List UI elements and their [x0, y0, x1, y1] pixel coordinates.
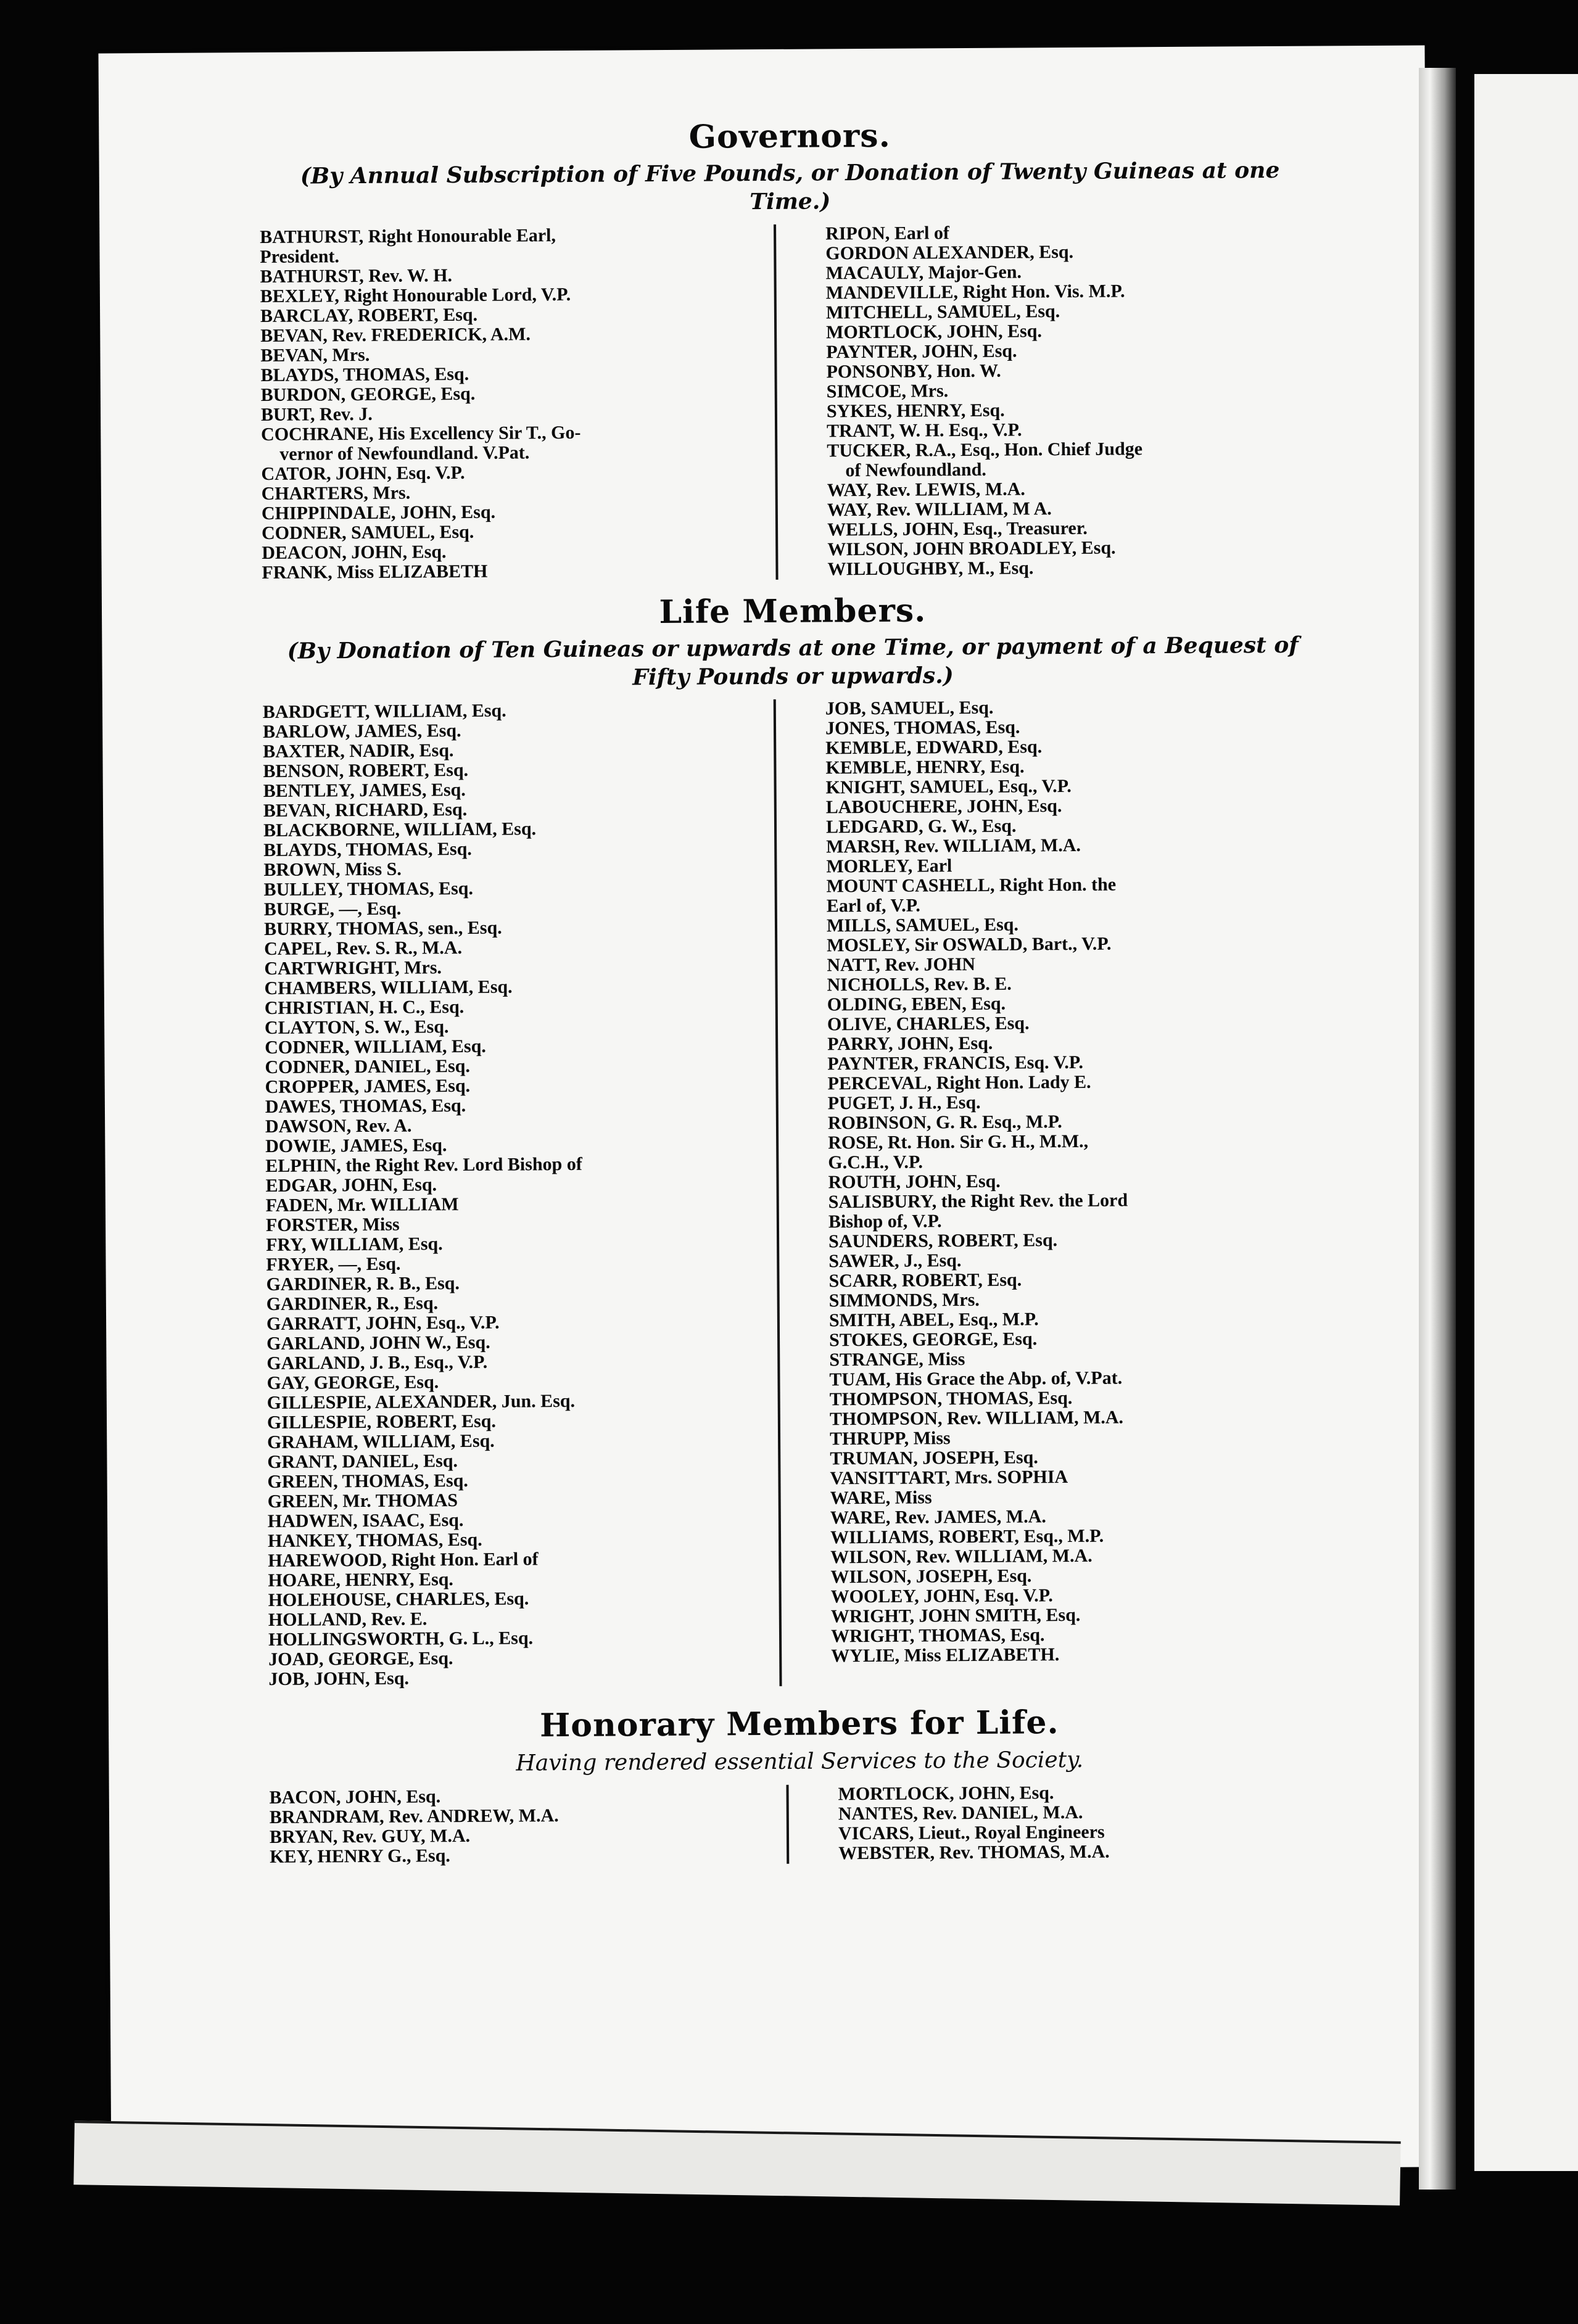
list-item: STRANGE, Miss [829, 1349, 965, 1370]
list-item: STOKES, GEORGE, Esq. [828, 1329, 1038, 1351]
list-item: BROWN, Miss S. [263, 859, 402, 880]
list-item: WARE, Rev. JAMES, M.A. [830, 1506, 1046, 1528]
list-item: BLACKBORNE, WILLIAM, Esq. [263, 818, 537, 841]
list-item: GARLAND, JOHN W., Esq. [266, 1332, 490, 1354]
list-item: WRIGHT, THOMAS, Esq. [830, 1625, 1045, 1647]
list-item: TRUMAN, JOSEPH, Esq. [830, 1447, 1038, 1469]
list-item: HOLLAND, Rev. E. [268, 1609, 428, 1630]
list-item: THOMPSON, THOMAS, Esq. [829, 1387, 1073, 1410]
list-item: BEVAN, Mrs. [260, 344, 370, 366]
list-item: BEVAN, Rev. FREDERICK, A.M. [260, 324, 531, 346]
list-item: BULLEY, THOMAS, Esq. [263, 878, 474, 900]
life-members-subtitle: (By Donation of Ten Guineas or upwards at one Time, or payment of a Bequest of Fifty Pounds or upwards.) [287, 632, 1299, 691]
list-item: HOARE, HENRY, Esq. [268, 1569, 453, 1591]
list-item: MORTLOCK, JOHN, Esq. [838, 1782, 1054, 1805]
list-item: MARSH, Rev. WILLIAM, M.A. [826, 834, 1081, 857]
list-item: GRAHAM, WILLIAM, Esq. [266, 1430, 495, 1452]
list-item: WILLOUGHBY, M., Esq. [827, 558, 1034, 580]
list-item: GILLESPIE, ALEXANDER, Jun. Esq. [266, 1390, 576, 1413]
list-item: WILSON, JOSEPH, Esq. [830, 1565, 1032, 1588]
list-item: SAUNDERS, ROBERT, Esq. [828, 1230, 1058, 1252]
list-item: PUGET, J. H., Esq. [827, 1092, 981, 1114]
list-item: BENSON, ROBERT, Esq. [263, 759, 469, 781]
list-item: DAWSON, Rev. A. [265, 1115, 412, 1137]
list-item: BURGE, —, Esq. [263, 898, 402, 920]
honorary-members-right-list [789, 1781, 1331, 1863]
list-item: WRIGHT, JOHN SMITH, Esq. [830, 1604, 1081, 1627]
honorary-members-section [269, 1701, 1331, 1867]
list-item: WARE, Miss [830, 1487, 932, 1509]
list-item: CATOR, JOHN, Esq. V.P. [261, 462, 465, 484]
list-item: JOB, JOHN, Esq. [268, 1668, 410, 1689]
life-members-columns [263, 696, 1330, 1689]
list-item: KNIGHT, SAMUEL, Esq., V.P. [825, 775, 1072, 798]
governors-left-list [260, 225, 776, 583]
list-item: NANTES, Rev. DANIEL, M.A. [838, 1802, 1083, 1824]
list-item: KEMBLE, EDWARD, Esq. [825, 736, 1043, 759]
list-item: CODNER, WILLIAM, Esq. [265, 1036, 486, 1058]
life-members-left-list [263, 699, 780, 1689]
list-item: SIMMONDS, Mrs. [828, 1289, 980, 1311]
list-item: RIPON, Earl of [825, 223, 950, 244]
list-item: WEBSTER, Rev. THOMAS, M.A. [838, 1841, 1110, 1864]
list-item: BATHURST, Rev. W. H. [260, 265, 453, 287]
list-item: BURRY, THOMAS, sen., Esq. [263, 917, 502, 939]
honorary-members-subtitle: Having rendered essential Services to the Society. [516, 1747, 1084, 1776]
list-item: WELLS, JOHN, Esq., Treasurer. [827, 517, 1088, 540]
list-item: BAXTER, NADIR, Esq. [263, 740, 454, 762]
life-members-heading: Life Members. [659, 591, 927, 632]
list-item: DAWES, THOMAS, Esq. [265, 1095, 466, 1117]
governors-heading: Governors. [688, 117, 891, 156]
governors-right-list [776, 221, 1323, 579]
list-item: HAREWOOD, Right Hon. Earl of [268, 1549, 539, 1571]
list-item: WOOLEY, JOHN, Esq. V.P. [830, 1585, 1053, 1607]
list-item: MOSLEY, Sir OSWALD, Bart., V.P. [827, 933, 1112, 956]
list-item: EDGAR, JOHN, Esq. [265, 1174, 437, 1196]
life-members-section [262, 588, 1330, 1689]
list-item: CHIPPINDALE, JOHN, Esq. [261, 501, 496, 524]
list-item: NATT, Rev. JOHN [827, 954, 976, 976]
list-item: MITCHELL, SAMUEL, Esq. [825, 301, 1060, 323]
honorary-members-heading: Honorary Members for Life. [540, 1704, 1059, 1745]
list-item: THRUPP, Miss [829, 1428, 951, 1449]
list-item: CAPEL, Rev. S. R., M.A. [264, 937, 463, 959]
list-item: TUAM, His Grace the Abp. of, V.Pat. [829, 1367, 1123, 1390]
list-item: TUCKER, R.A., Esq., Hon. Chief Judge [827, 439, 1143, 461]
list-item: BARCLAY, ROBERT, Esq. [260, 304, 478, 326]
list-item: GORDON ALEXANDER, Esq. [825, 241, 1074, 264]
list-item: BRYAN, Rev. GUY, M.A. [269, 1825, 471, 1847]
list-item: BLAYDS, THOMAS, Esq. [263, 838, 472, 860]
honorary-members-left-list [270, 1785, 787, 1867]
list-item: WILLIAMS, ROBERT, Esq., M.P. [830, 1525, 1104, 1548]
book-spine [1419, 68, 1456, 2190]
list-item: FRY, WILLIAM, Esq. [266, 1234, 443, 1255]
list-item: WAY, Rev. LEWIS, M.A. [827, 479, 1025, 501]
list-item: G.C.H., V.P. [828, 1152, 923, 1173]
list-item: BRANDRAM, Rev. ANDREW, M.A. [269, 1805, 559, 1827]
list-item: BARLOW, JAMES, Esq. [262, 720, 461, 742]
list-item: TRANT, W. H. Esq., V.P. [826, 419, 1022, 442]
list-item: BATHURST, Right Honourable Earl, [260, 225, 556, 247]
list-item: CHAMBERS, WILLIAM, Esq. [264, 976, 513, 999]
list-item: PARRY, JOHN, Esq. [827, 1032, 993, 1055]
list-item: CLAYTON, S. W., Esq. [264, 1016, 449, 1038]
list-item: BEVAN, RICHARD, Esq. [263, 799, 468, 821]
governors-columns [260, 221, 1323, 582]
list-item: PERCEVAL, Right Hon. Lady E. [827, 1071, 1091, 1094]
list-item: WILSON, JOHN BROADLEY, Esq. [827, 537, 1116, 560]
list-item: OLDING, EBEN, Esq. [827, 993, 1006, 1015]
list-item: BARDGETT, WILLIAM, Esq. [262, 700, 506, 722]
list-item: KEMBLE, HENRY, Esq. [825, 756, 1025, 778]
facing-page-edge [1474, 74, 1578, 2171]
list-item: MORLEY, Earl [826, 855, 952, 877]
list-item: MANDEVILLE, Right Hon. Vis. M.P. [825, 281, 1125, 303]
list-item: GARLAND, J. B., Esq., V.P. [266, 1351, 488, 1374]
list-item: VICARS, Lieut., Royal Engineers [838, 1821, 1105, 1844]
list-item: CODNER, SAMUEL, Esq. [261, 521, 474, 543]
list-item: SAWER, J., Esq. [828, 1250, 962, 1272]
list-item: PAYNTER, JOHN, Esq. [826, 340, 1017, 363]
list-item: SMITH, ABEL, Esq., M.P. [828, 1309, 1039, 1331]
list-item: GARDINER, R. B., Esq. [266, 1273, 460, 1295]
list-item: BLAYDS, THOMAS, Esq. [260, 363, 469, 385]
list-item: MORTLOCK, JOHN, Esq. [826, 321, 1043, 343]
list-item: Earl of, V.P. [826, 895, 920, 917]
list-item: WAY, Rev. WILLIAM, M A. [827, 498, 1052, 521]
list-item: GREEN, Mr. THOMAS [267, 1490, 458, 1512]
list-item: SIMCOE, Mrs. [826, 381, 949, 402]
list-item: SALISBURY, the Right Rev. the Lord [828, 1190, 1128, 1213]
list-item: OLIVE, CHARLES, Esq. [827, 1013, 1030, 1035]
list-item: MILLS, SAMUEL, Esq. [826, 914, 1019, 936]
list-item: CHRISTIAN, H. C., Esq. [264, 996, 465, 1018]
governors-section [259, 113, 1323, 582]
list-item: BURDON, GEORGE, Esq. [260, 383, 476, 405]
list-item: HADWEN, ISAAC, Esq. [267, 1510, 464, 1531]
list-item: CHARTERS, Mrs. [261, 482, 411, 504]
life-members-right-list [776, 696, 1330, 1686]
list-item: FADEN, Mr. WILLIAM [265, 1194, 459, 1216]
list-item: Bishop of, V.P. [828, 1211, 942, 1232]
list-item: vernor of Newfoundland. V.Pat. [279, 442, 530, 464]
list-item: SYKES, HENRY, Esq. [826, 400, 1005, 422]
list-item: JONES, THOMAS, Esq. [825, 717, 1020, 739]
list-item: MACAULY, Major-Gen. [825, 262, 1022, 284]
list-item: HANKEY, THOMAS, Esq. [267, 1529, 482, 1551]
list-item: FRANK, Miss ELIZABETH [262, 561, 488, 583]
list-item: BURT, Rev. J. [260, 403, 373, 425]
page-content [259, 113, 1332, 2062]
list-item: CARTWRIGHT, Mrs. [264, 957, 442, 979]
list-item: PONSONBY, Hon. W. [826, 360, 1001, 382]
list-item: LABOUCHERE, JOHN, Esq. [825, 796, 1062, 818]
list-item: GRANT, DANIEL, Esq. [267, 1451, 458, 1472]
list-item: JOAD, GEORGE, Esq. [268, 1648, 453, 1670]
list-item: GARRATT, JOHN, Esq., V.P. [266, 1312, 500, 1334]
list-item: CROPPER, JAMES, Esq. [265, 1075, 471, 1097]
list-item: MOUNT CASHELL, Right Hon. the [826, 874, 1117, 897]
list-item: COCHRANE, His Excellency Sir T., Go- [261, 422, 581, 445]
list-item: HOLEHOUSE, CHARLES, Esq. [268, 1588, 529, 1610]
list-item: GILLESPIE, ROBERT, Esq. [266, 1411, 497, 1433]
list-item: ROSE, Rt. Hon. Sir G. H., M.M., [828, 1131, 1089, 1153]
list-item: LEDGARD, G. W., Esq. [825, 815, 1017, 838]
governors-subtitle: (By Annual Subscription of Five Pounds, or Donation of Twenty Guineas at one Time.) [300, 157, 1280, 215]
list-item: BEXLEY, Right Honourable Lord, V.P. [260, 284, 571, 307]
list-item: FRYER, —, Esq. [266, 1253, 401, 1275]
list-item: ELPHIN, the Right Rev. Lord Bishop of [265, 1153, 582, 1176]
list-item: JOB, SAMUEL, Esq. [825, 697, 994, 719]
list-item: KEY, HENRY G., Esq. [270, 1845, 450, 1867]
list-item: ROBINSON, G. R. Esq., M.P. [827, 1111, 1062, 1134]
list-item: WYLIE, Miss ELIZABETH. [831, 1644, 1060, 1667]
list-item: NICHOLLS, Rev. B. E. [827, 973, 1012, 995]
list-item: VANSITTART, Mrs. SOPHIA [830, 1467, 1068, 1489]
list-item: THOMPSON, Rev. WILLIAM, M.A. [829, 1407, 1124, 1430]
list-item: GREEN, THOMAS, Esq. [267, 1470, 468, 1492]
list-item: BACON, JOHN, Esq. [269, 1786, 441, 1808]
list-item: FORSTER, Miss [265, 1214, 400, 1235]
list-item: HOLLINGSWORTH, G. L., Esq. [268, 1628, 534, 1650]
list-item: BENTLEY, JAMES, Esq. [263, 779, 466, 801]
list-item: GARDINER, R., Esq. [266, 1293, 439, 1314]
list-item: CODNER, DANIEL, Esq. [265, 1055, 471, 1078]
list-item: of Newfoundland. [845, 459, 986, 481]
list-item: President. [260, 246, 340, 267]
list-item: SCARR, ROBERT, Esq. [828, 1269, 1022, 1292]
list-item: DEACON, JOHN, Esq. [262, 542, 447, 563]
list-item: DOWIE, JAMES, Esq. [265, 1135, 447, 1156]
honorary-members-columns [270, 1781, 1331, 1867]
list-item: PAYNTER, FRANCIS, Esq. V.P. [827, 1052, 1084, 1074]
list-item: GAY, GEORGE, Esq. [266, 1372, 439, 1393]
list-item: WILSON, Rev. WILLIAM, M.A. [830, 1545, 1093, 1568]
list-item: ROUTH, JOHN, Esq. [828, 1171, 1001, 1193]
